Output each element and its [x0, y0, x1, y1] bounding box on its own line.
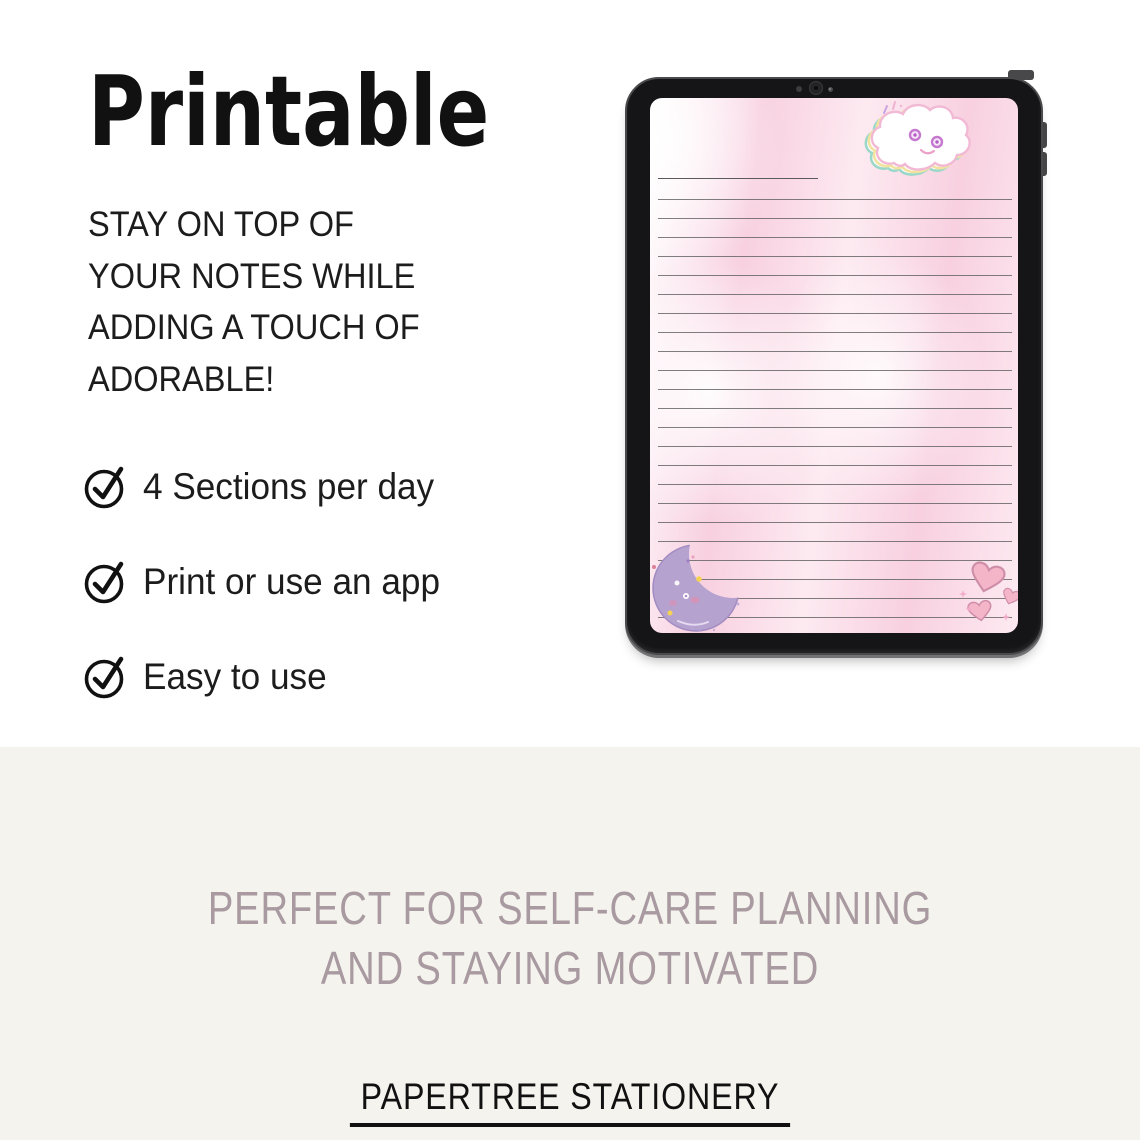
- circled-checkmark-icon: [84, 655, 130, 699]
- circled-checkmark-icon: [84, 465, 130, 509]
- ruled-line: [658, 199, 1012, 200]
- bottom-panel: [0, 747, 1140, 1140]
- ruled-line: [658, 332, 1012, 333]
- brand-row: [74, 1075, 1066, 1127]
- sparkle-icon: [1002, 613, 1010, 621]
- ruled-line: [658, 218, 1012, 219]
- ruled-line: [658, 522, 1012, 523]
- notepad-title-line: [658, 178, 818, 179]
- ruled-line: [658, 427, 1012, 428]
- ruled-line: [658, 275, 1012, 276]
- feature-list: [84, 463, 456, 748]
- front-camera-icon: [809, 81, 823, 95]
- feature-item: [84, 558, 456, 606]
- feature-label: Easy to use: [143, 656, 327, 697]
- feature-label: Print or use an app: [143, 561, 441, 602]
- heart-icon: [967, 600, 992, 622]
- description-line: ADDING A TOUCH OF: [88, 308, 420, 347]
- sparkle-icon: [959, 590, 967, 598]
- ruled-line: [658, 370, 1012, 371]
- circled-checkmark-icon: [84, 560, 130, 604]
- description-text: [88, 199, 420, 405]
- tagline-line: PERFECT FOR SELF-CARE PLANNING: [207, 882, 933, 934]
- ruled-line: [658, 408, 1012, 409]
- smiling-cloud-icon: [860, 98, 984, 182]
- description-line: STAY ON TOP OF: [88, 205, 354, 244]
- camera-sensor-icon: [796, 86, 802, 92]
- page-title: Printable: [88, 55, 490, 168]
- feature-item: [84, 653, 456, 701]
- ruled-line: [658, 389, 1012, 390]
- sparkle-dot: [652, 565, 656, 569]
- crescent-moon-icon: [650, 536, 750, 633]
- feature-item: [84, 463, 456, 511]
- ruled-line: [658, 465, 1012, 466]
- tagline: [97, 878, 1043, 998]
- sparkle-icon: [893, 102, 895, 109]
- camera-dot-icon: [828, 87, 833, 92]
- ruled-line: [658, 237, 1012, 238]
- tagline-line: AND STAYING MOTIVATED: [320, 942, 820, 994]
- ruled-line: [658, 256, 1012, 257]
- heart-icon: [1000, 587, 1018, 606]
- description-line: ADORABLE!: [88, 359, 275, 399]
- feature-label: 4 Sections per day: [143, 466, 435, 507]
- notepad-page: [650, 98, 1018, 633]
- ruled-line: [658, 351, 1012, 352]
- ruled-line: [658, 503, 1012, 504]
- brand-name: PAPERTREE STATIONERY: [350, 1075, 790, 1127]
- sparkle-icon: [884, 106, 887, 113]
- hearts-icon: [935, 548, 1018, 633]
- ruled-line: [658, 313, 1012, 314]
- description-line: YOUR NOTES WHILE: [88, 256, 416, 296]
- ruled-line: [658, 294, 1012, 295]
- ruled-line: [658, 484, 1012, 485]
- heart-icon: [968, 561, 1006, 595]
- ruled-line: [658, 446, 1012, 447]
